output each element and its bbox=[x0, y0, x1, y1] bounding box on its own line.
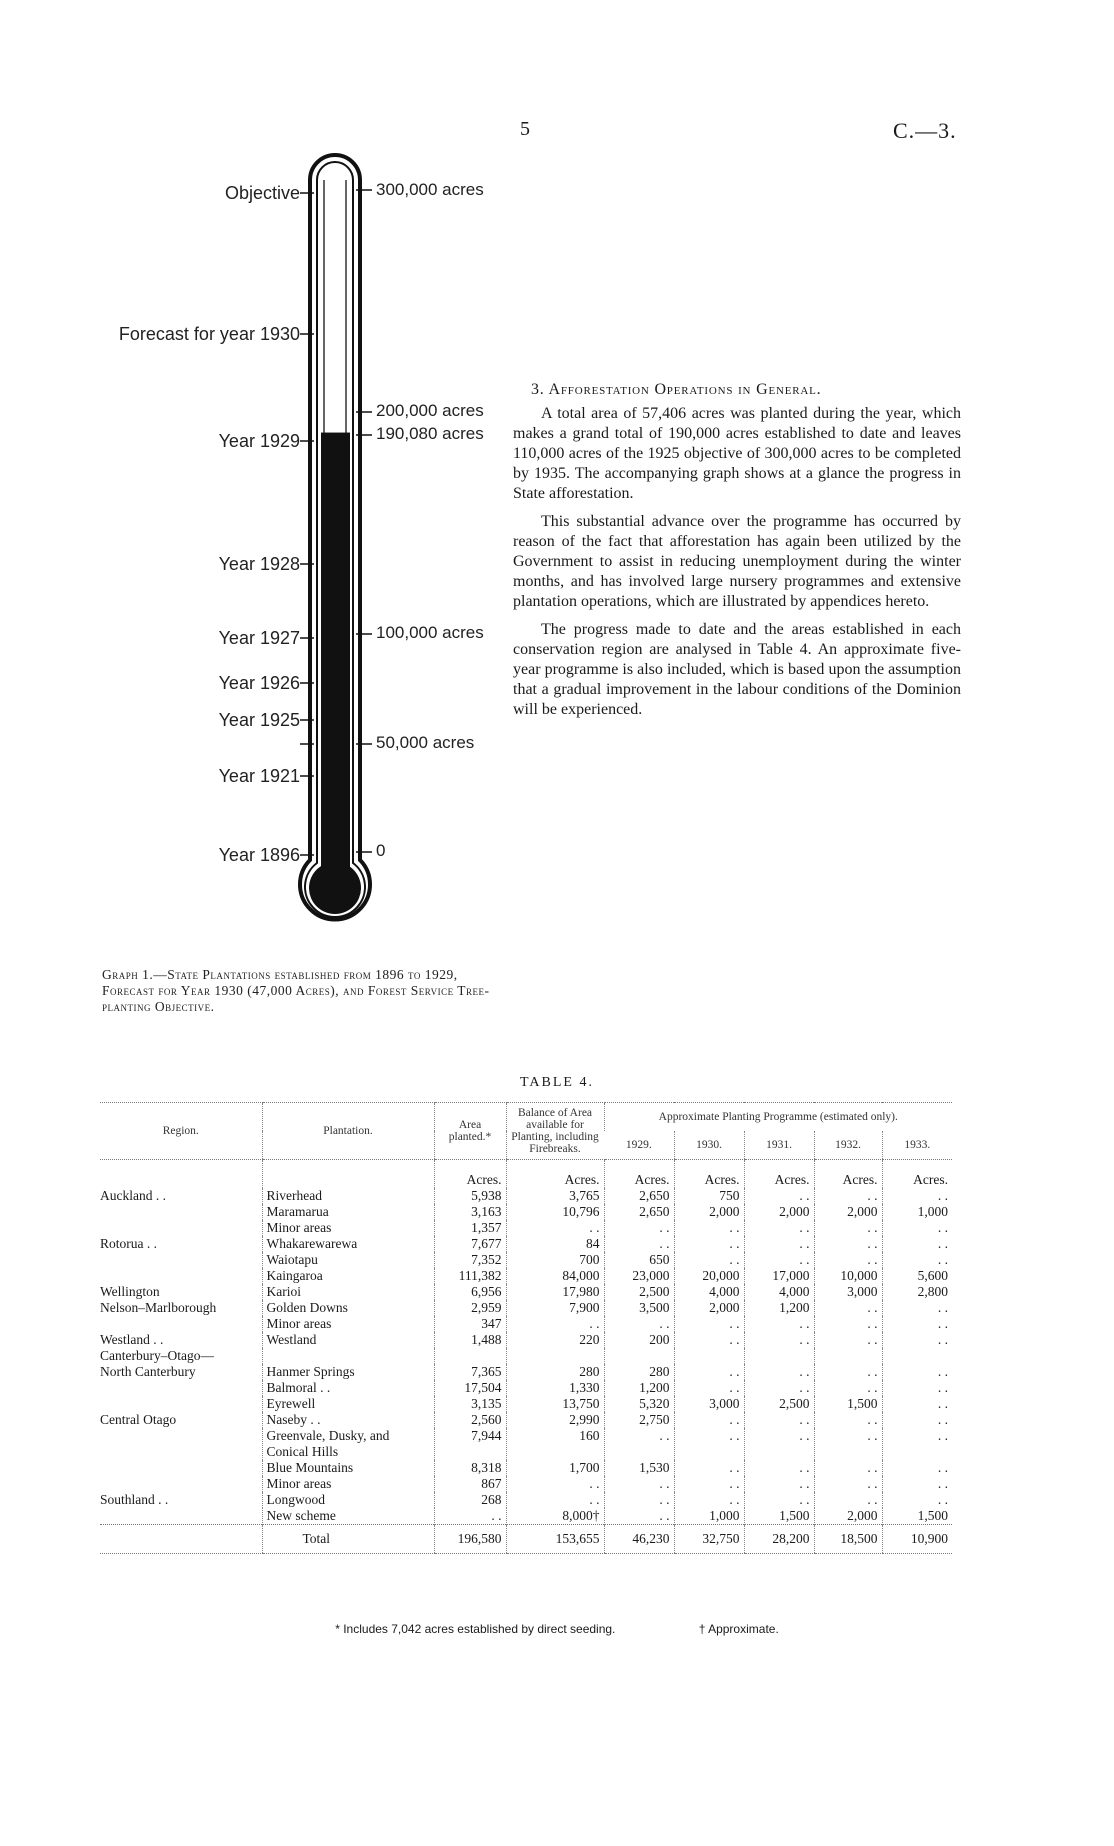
cell-y1933: . . bbox=[882, 1236, 952, 1252]
cell-balance: 160 bbox=[506, 1428, 604, 1460]
header-region: Region. bbox=[100, 1103, 262, 1160]
cell-y1929: . . bbox=[604, 1508, 674, 1525]
cell-y1931: . . bbox=[744, 1220, 814, 1236]
unit-cell: Acres. bbox=[814, 1160, 882, 1189]
cell-y1932: . . bbox=[814, 1428, 882, 1460]
cell-balance: 700 bbox=[506, 1252, 604, 1268]
cell-plantation: Hanmer Springs bbox=[262, 1364, 434, 1380]
cell-plantation: Greenvale, Dusky, and Conical Hills bbox=[262, 1428, 434, 1460]
section-paragraph: A total area of 57,406 acres was planted during the year, which makes a grand total of 190,000 acres established to date and leaves 110,000 acres of the 1925 objective of 300,000 acres to be completed by 1935. The accompanying graph shows at a glance the progress in State afforestation. bbox=[513, 405, 961, 502]
header-year-1932: 1932. bbox=[814, 1131, 882, 1160]
cell-plantation: Westland bbox=[262, 1332, 434, 1348]
table-4 bbox=[100, 1102, 952, 1554]
cell-y1930: . . bbox=[674, 1380, 744, 1396]
header-year-1931: 1931. bbox=[744, 1131, 814, 1160]
table-row bbox=[100, 1412, 952, 1428]
cell-area bbox=[434, 1348, 506, 1364]
cell-area: 347 bbox=[434, 1316, 506, 1332]
cell-plantation: Waiotapu bbox=[262, 1252, 434, 1268]
cell-y1932: . . bbox=[814, 1380, 882, 1396]
cell-y1929: 280 bbox=[604, 1364, 674, 1380]
cell-y1933: . . bbox=[882, 1428, 952, 1460]
cell-y1930: . . bbox=[674, 1332, 744, 1348]
cell-region: Southland . . bbox=[100, 1492, 169, 1507]
cell-y1929: . . bbox=[604, 1316, 674, 1332]
label-zero-acres: 0 bbox=[376, 841, 386, 860]
cell-y1932: . . bbox=[814, 1236, 882, 1252]
cell-y1931: . . bbox=[744, 1364, 814, 1380]
label-300000-acres: 300,000 acres bbox=[376, 180, 484, 199]
mercury-column bbox=[321, 433, 350, 870]
cell-y1930: 2,000 bbox=[674, 1300, 744, 1316]
cell-y1931: 1,200 bbox=[744, 1300, 814, 1316]
cell-region bbox=[100, 1396, 262, 1412]
table-row bbox=[100, 1252, 952, 1268]
table-row bbox=[100, 1300, 952, 1316]
page-number: 5 bbox=[520, 118, 530, 140]
cell-y1933: . . bbox=[882, 1396, 952, 1412]
cell-y1929: 3,500 bbox=[604, 1300, 674, 1316]
cell-y1929: 2,650 bbox=[604, 1188, 674, 1204]
afforestation-section bbox=[513, 380, 961, 728]
cell-area: 5,938 bbox=[434, 1188, 506, 1204]
cell-region bbox=[100, 1476, 262, 1492]
cell-balance: 1,330 bbox=[506, 1380, 604, 1396]
table-row bbox=[100, 1476, 952, 1492]
section-heading: 3. Afforestation Operations in General. bbox=[531, 381, 822, 398]
unit-cell: Acres. bbox=[882, 1160, 952, 1189]
total-label: Total bbox=[262, 1525, 434, 1554]
cell-balance: 84,000 bbox=[506, 1268, 604, 1284]
cell-y1933: 1,500 bbox=[882, 1508, 952, 1525]
cell-region bbox=[100, 1268, 262, 1284]
table-row bbox=[100, 1188, 952, 1204]
cell-area: 1,488 bbox=[434, 1332, 506, 1348]
cell-y1929: 2,500 bbox=[604, 1284, 674, 1300]
cell-y1930: . . bbox=[674, 1476, 744, 1492]
units-row bbox=[100, 1160, 952, 1189]
cell-y1931: . . bbox=[744, 1476, 814, 1492]
label-year-1928: Year 1928 bbox=[218, 554, 300, 574]
label-year-1927: Year 1927 bbox=[218, 628, 300, 648]
cell-plantation: Riverhead bbox=[262, 1188, 434, 1204]
label-50000-acres: 50,000 acres bbox=[376, 733, 475, 752]
cell-y1929: 2,650 bbox=[604, 1204, 674, 1220]
cell-plantation: Longwood bbox=[262, 1492, 434, 1508]
cell-balance: . . bbox=[506, 1220, 604, 1236]
total-balance: 153,655 bbox=[506, 1525, 604, 1554]
cell-y1929: . . bbox=[604, 1492, 674, 1508]
cell-plantation: Eyrewell bbox=[262, 1396, 434, 1412]
cell-y1931: 2,500 bbox=[744, 1396, 814, 1412]
table-row bbox=[100, 1492, 952, 1508]
unit-cell: Acres. bbox=[744, 1160, 814, 1189]
table-row bbox=[100, 1220, 952, 1236]
table-row bbox=[100, 1508, 952, 1525]
cell-region: North Canterbury bbox=[100, 1364, 196, 1379]
cell-y1932: . . bbox=[814, 1460, 882, 1476]
cell-y1930: . . bbox=[674, 1220, 744, 1236]
cell-y1933: 2,800 bbox=[882, 1284, 952, 1300]
cell-region bbox=[100, 1508, 262, 1525]
cell-y1929: 5,320 bbox=[604, 1396, 674, 1412]
cell-region bbox=[100, 1220, 262, 1236]
cell-balance bbox=[506, 1348, 604, 1364]
cell-plantation: Karioi bbox=[262, 1284, 434, 1300]
cell-plantation: Balmoral . . bbox=[262, 1380, 434, 1396]
cell-y1931: . . bbox=[744, 1332, 814, 1348]
cell-y1929: 2,750 bbox=[604, 1412, 674, 1428]
graph-caption: Graph 1.—State Plantations established from 1896 to 1929, Forecast for Year 1930 (47,000 Acres), and Forest Service Tree-planting Objective. bbox=[102, 967, 490, 1014]
cell-y1930: . . bbox=[674, 1364, 744, 1380]
cell-region bbox=[100, 1460, 262, 1476]
cell-region: Nelson–Marlborough bbox=[100, 1300, 217, 1315]
cell-plantation: Blue Mountains bbox=[262, 1460, 434, 1476]
header-year-1930: 1930. bbox=[674, 1131, 744, 1160]
table-row bbox=[100, 1364, 952, 1380]
cell-area: 1,357 bbox=[434, 1220, 506, 1236]
cell-region bbox=[100, 1316, 262, 1332]
cell-y1933: . . bbox=[882, 1252, 952, 1268]
cell-balance: 1,700 bbox=[506, 1460, 604, 1476]
cell-plantation: Kaingaroa bbox=[262, 1268, 434, 1284]
cell-area: 3,135 bbox=[434, 1396, 506, 1412]
table-row bbox=[100, 1268, 952, 1284]
cell-region bbox=[100, 1252, 262, 1268]
cell-y1929: 650 bbox=[604, 1252, 674, 1268]
table-row bbox=[100, 1428, 952, 1460]
table-row bbox=[100, 1396, 952, 1412]
section-paragraph: This substantial advance over the programme has occurred by reason of the fact that afforestation has again been utilized by the Government to assist in reducing unemployment during the winter months, and has involved large nursery programmes and extensive plantation operations, which are illustrated by appendices hereto. bbox=[513, 513, 961, 610]
label-objective: Objective bbox=[224, 183, 300, 203]
label-190080-acres: 190,080 acres bbox=[376, 424, 484, 443]
cell-area: 867 bbox=[434, 1476, 506, 1492]
cell-area: 2,959 bbox=[434, 1300, 506, 1316]
cell-y1931: 17,000 bbox=[744, 1268, 814, 1284]
cell-area: 7,352 bbox=[434, 1252, 506, 1268]
unit-cell: Acres. bbox=[434, 1160, 506, 1189]
label-forecast-1930: Forecast for year 1930 bbox=[118, 324, 300, 344]
cell-y1929: . . bbox=[604, 1236, 674, 1252]
table-title: TABLE 4. bbox=[520, 1075, 594, 1090]
cell-y1932: 2,000 bbox=[814, 1508, 882, 1525]
cell-y1931: . . bbox=[744, 1252, 814, 1268]
cell-region: Wellington bbox=[100, 1284, 160, 1299]
cell-area: 7,365 bbox=[434, 1364, 506, 1380]
cell-region bbox=[100, 1380, 262, 1396]
thermometer-graph bbox=[0, 0, 520, 1000]
cell-region: Auckland . . bbox=[100, 1188, 166, 1203]
cell-balance: 220 bbox=[506, 1332, 604, 1348]
cell-y1931: 1,500 bbox=[744, 1508, 814, 1525]
cell-y1929: . . bbox=[604, 1476, 674, 1492]
cell-y1931: 2,000 bbox=[744, 1204, 814, 1220]
cell-y1932: . . bbox=[814, 1476, 882, 1492]
cell-plantation bbox=[262, 1348, 434, 1364]
label-200000-acres: 200,000 acres bbox=[376, 401, 484, 420]
table-row bbox=[100, 1380, 952, 1396]
label-year-1925: Year 1925 bbox=[218, 710, 300, 730]
cell-y1933 bbox=[882, 1348, 952, 1364]
cell-y1932: . . bbox=[814, 1492, 882, 1508]
cell-y1930: . . bbox=[674, 1236, 744, 1252]
cell-area: 7,944 bbox=[434, 1428, 506, 1460]
unit-cell: Acres. bbox=[674, 1160, 744, 1189]
cell-y1930: 2,000 bbox=[674, 1204, 744, 1220]
cell-y1929: . . bbox=[604, 1428, 674, 1460]
cell-region: Westland . . bbox=[100, 1332, 164, 1347]
cell-balance: 7,900 bbox=[506, 1300, 604, 1316]
cell-area: 268 bbox=[434, 1492, 506, 1508]
total-1932: 18,500 bbox=[814, 1525, 882, 1554]
cell-plantation: Naseby . . bbox=[262, 1412, 434, 1428]
table-row bbox=[100, 1460, 952, 1476]
cell-y1933: . . bbox=[882, 1364, 952, 1380]
cell-balance: 17,980 bbox=[506, 1284, 604, 1300]
label-year-1929: Year 1929 bbox=[218, 431, 300, 451]
cell-y1930: . . bbox=[674, 1460, 744, 1476]
table-row bbox=[100, 1284, 952, 1300]
total-row bbox=[100, 1525, 952, 1554]
cell-region bbox=[100, 1204, 262, 1220]
label-100000-acres: 100,000 acres bbox=[376, 623, 484, 642]
cell-area: 7,677 bbox=[434, 1236, 506, 1252]
footnote-direct-seeding: * Includes 7,042 acres established by direct seeding. bbox=[335, 1622, 616, 1636]
cell-plantation: New scheme bbox=[262, 1508, 434, 1525]
label-year-1896: Year 1896 bbox=[218, 845, 300, 865]
label-year-1921: Year 1921 bbox=[218, 766, 300, 786]
cell-y1930 bbox=[674, 1348, 744, 1364]
cell-balance: 8,000† bbox=[506, 1508, 604, 1525]
cell-y1932: . . bbox=[814, 1364, 882, 1380]
unit-cell: Acres. bbox=[604, 1160, 674, 1189]
cell-balance: 13,750 bbox=[506, 1396, 604, 1412]
cell-y1930: . . bbox=[674, 1252, 744, 1268]
cell-y1932: 3,000 bbox=[814, 1284, 882, 1300]
header-year-1929: 1929. bbox=[604, 1131, 674, 1160]
cell-y1931: . . bbox=[744, 1188, 814, 1204]
cell-y1932: . . bbox=[814, 1412, 882, 1428]
section-paragraph: The progress made to date and the areas established in each conservation region are analysed in Table 4. An approximate five-year programme is also included, which is based upon the assumption that a gradual improvement in the labour conditions of the Dominion will be experienced. bbox=[513, 621, 961, 718]
cell-y1933: . . bbox=[882, 1300, 952, 1316]
cell-y1933: 1,000 bbox=[882, 1204, 952, 1220]
cell-y1930: . . bbox=[674, 1316, 744, 1332]
cell-area: 6,956 bbox=[434, 1284, 506, 1300]
cell-y1930: . . bbox=[674, 1492, 744, 1508]
cell-y1931: . . bbox=[744, 1316, 814, 1332]
header-area-planted: Area planted.* bbox=[434, 1103, 506, 1160]
cell-y1932: 2,000 bbox=[814, 1204, 882, 1220]
cell-y1930: . . bbox=[674, 1412, 744, 1428]
cell-y1933: 5,600 bbox=[882, 1268, 952, 1284]
table-footnotes bbox=[0, 1622, 1114, 1636]
cell-y1933: . . bbox=[882, 1492, 952, 1508]
table-row bbox=[100, 1204, 952, 1220]
cell-y1930: 1,000 bbox=[674, 1508, 744, 1525]
total-1931: 28,200 bbox=[744, 1525, 814, 1554]
cell-balance: 2,990 bbox=[506, 1412, 604, 1428]
cell-y1930: . . bbox=[674, 1428, 744, 1460]
cell-y1933: . . bbox=[882, 1316, 952, 1332]
cell-y1930: 4,000 bbox=[674, 1284, 744, 1300]
cell-balance: . . bbox=[506, 1492, 604, 1508]
header-year-1933: 1933. bbox=[882, 1131, 952, 1160]
cell-y1932: . . bbox=[814, 1252, 882, 1268]
mercury-bulb bbox=[309, 862, 361, 914]
cell-y1931: . . bbox=[744, 1236, 814, 1252]
cell-y1931: 4,000 bbox=[744, 1284, 814, 1300]
header-programme: Approximate Planting Programme (estimated only). bbox=[604, 1103, 952, 1132]
cell-y1933: . . bbox=[882, 1188, 952, 1204]
cell-y1929: . . bbox=[604, 1220, 674, 1236]
cell-balance: 280 bbox=[506, 1364, 604, 1380]
label-year-1926: Year 1926 bbox=[218, 673, 300, 693]
cell-y1931: . . bbox=[744, 1412, 814, 1428]
cell-plantation: Whakarewarewa bbox=[262, 1236, 434, 1252]
cell-y1933: . . bbox=[882, 1412, 952, 1428]
cell-area: 3,163 bbox=[434, 1204, 506, 1220]
table-row bbox=[100, 1348, 952, 1364]
table-row bbox=[100, 1316, 952, 1332]
cell-region: Central Otago bbox=[100, 1412, 177, 1427]
cell-y1933: . . bbox=[882, 1460, 952, 1476]
cell-y1931 bbox=[744, 1348, 814, 1364]
cell-plantation: Golden Downs bbox=[262, 1300, 434, 1316]
cell-y1932: . . bbox=[814, 1316, 882, 1332]
cell-region: Canterbury–Otago— bbox=[100, 1348, 214, 1363]
cell-y1932: 1,500 bbox=[814, 1396, 882, 1412]
cell-y1929: 23,000 bbox=[604, 1268, 674, 1284]
cell-y1933: . . bbox=[882, 1332, 952, 1348]
cell-area: 8,318 bbox=[434, 1460, 506, 1476]
cell-y1932: 10,000 bbox=[814, 1268, 882, 1284]
cell-area: 17,504 bbox=[434, 1380, 506, 1396]
cell-y1929: 1,200 bbox=[604, 1380, 674, 1396]
cell-y1933: . . bbox=[882, 1380, 952, 1396]
cell-y1932: . . bbox=[814, 1332, 882, 1348]
footnote-approximate: † Approximate. bbox=[698, 1622, 779, 1636]
total-1929: 46,230 bbox=[604, 1525, 674, 1554]
cell-balance: . . bbox=[506, 1476, 604, 1492]
cell-y1932: . . bbox=[814, 1188, 882, 1204]
unit-cell: Acres. bbox=[506, 1160, 604, 1189]
cell-y1932: . . bbox=[814, 1220, 882, 1236]
cell-y1930: 20,000 bbox=[674, 1268, 744, 1284]
cell-area: . . bbox=[434, 1508, 506, 1525]
planting-table bbox=[100, 1102, 952, 1554]
header-plantation: Plantation. bbox=[262, 1103, 434, 1160]
cell-y1931: . . bbox=[744, 1380, 814, 1396]
cell-y1932 bbox=[814, 1348, 882, 1364]
cell-y1931: . . bbox=[744, 1428, 814, 1460]
cell-balance: 10,796 bbox=[506, 1204, 604, 1220]
header-balance: Balance of Area available for Planting, including Firebreaks. bbox=[506, 1103, 604, 1160]
cell-plantation: Minor areas bbox=[262, 1476, 434, 1492]
cell-y1930: 3,000 bbox=[674, 1396, 744, 1412]
total-1933: 10,900 bbox=[882, 1525, 952, 1554]
cell-region: Rotorua . . bbox=[100, 1236, 157, 1251]
cell-y1931: . . bbox=[744, 1492, 814, 1508]
cell-y1933: . . bbox=[882, 1220, 952, 1236]
cell-balance: 3,765 bbox=[506, 1188, 604, 1204]
cell-y1929: 1,530 bbox=[604, 1460, 674, 1476]
cell-y1933: . . bbox=[882, 1476, 952, 1492]
cell-region bbox=[100, 1428, 262, 1460]
total-1930: 32,750 bbox=[674, 1525, 744, 1554]
cell-y1929 bbox=[604, 1348, 674, 1364]
cell-y1931: . . bbox=[744, 1460, 814, 1476]
cell-plantation: Minor areas bbox=[262, 1316, 434, 1332]
cell-area: 2,560 bbox=[434, 1412, 506, 1428]
cell-area: 111,382 bbox=[434, 1268, 506, 1284]
total-area: 196,580 bbox=[434, 1525, 506, 1554]
cell-balance: . . bbox=[506, 1316, 604, 1332]
cell-y1932: . . bbox=[814, 1300, 882, 1316]
cell-balance: 84 bbox=[506, 1236, 604, 1252]
document-code: C.—3. bbox=[893, 118, 957, 143]
cell-plantation: Maramarua bbox=[262, 1204, 434, 1220]
table-row bbox=[100, 1236, 952, 1252]
cell-y1930: 750 bbox=[674, 1188, 744, 1204]
cell-plantation: Minor areas bbox=[262, 1220, 434, 1236]
cell-y1929: 200 bbox=[604, 1332, 674, 1348]
table-row bbox=[100, 1332, 952, 1348]
